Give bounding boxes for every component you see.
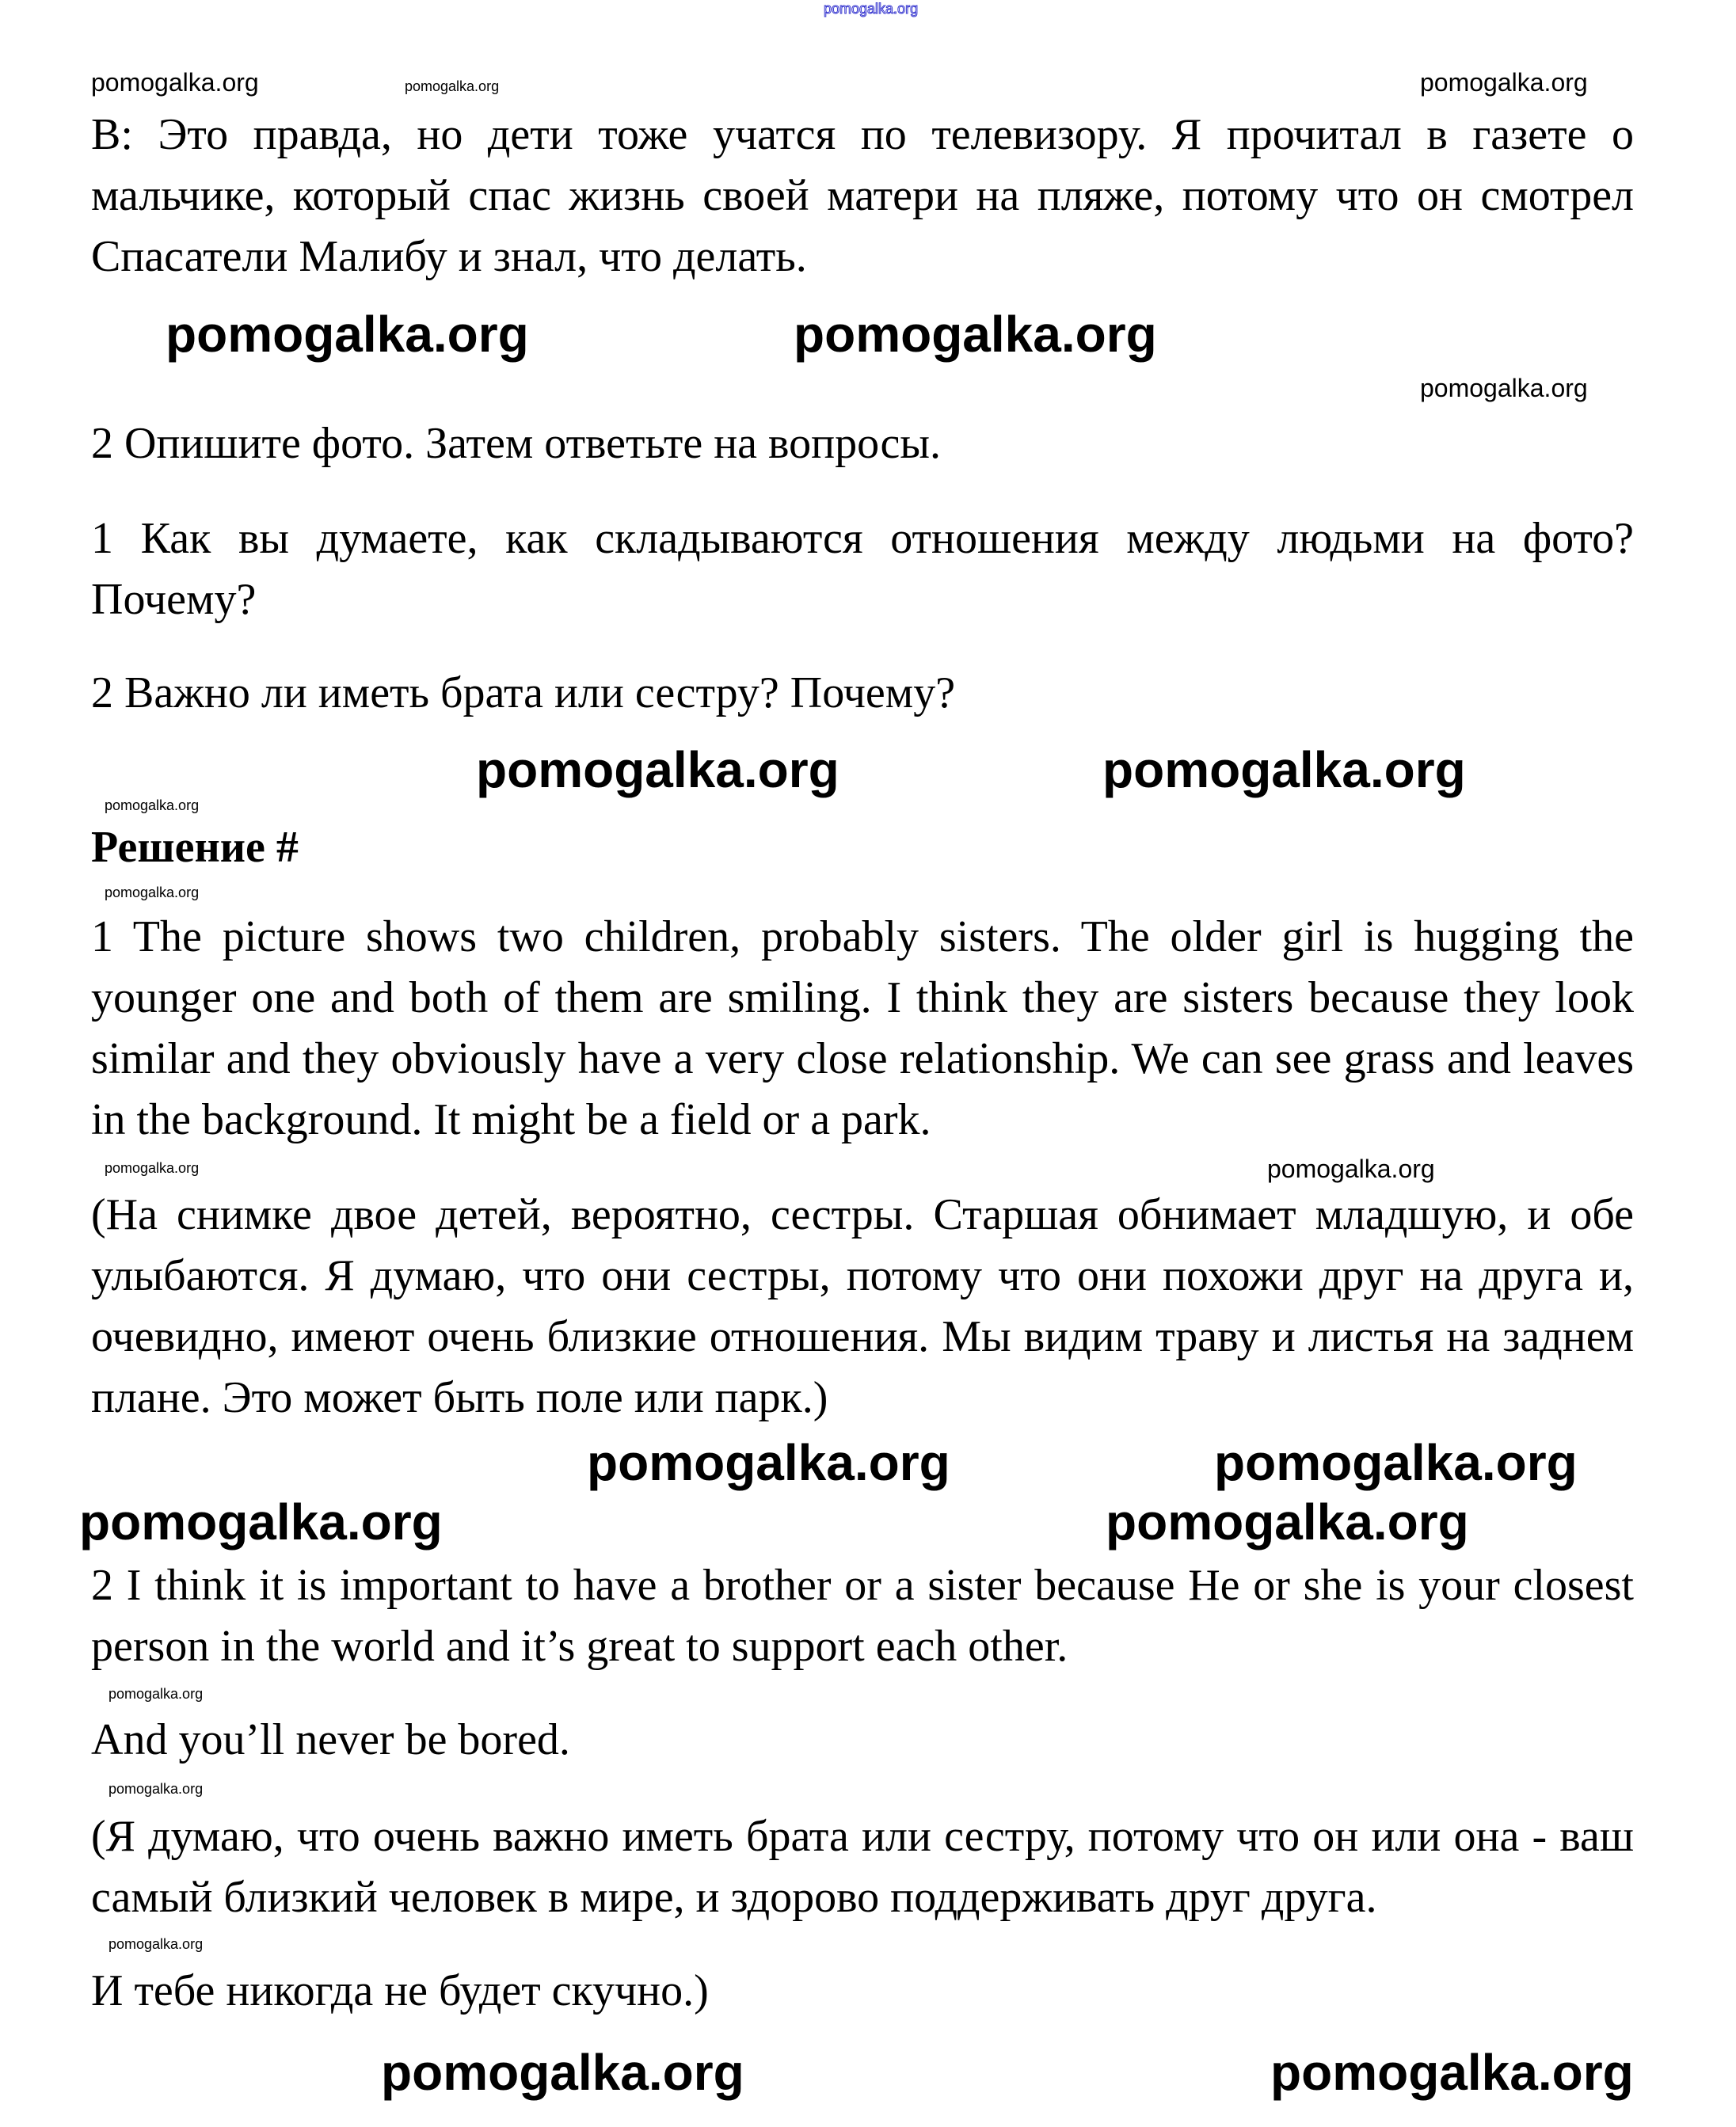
watermark: pomogalka.org bbox=[1214, 1434, 1578, 1491]
watermark: pomogalka.org bbox=[1267, 1155, 1435, 1183]
watermark: pomogalka.org bbox=[166, 306, 529, 363]
watermark: pomogalka.org bbox=[1420, 68, 1588, 97]
watermark: pomogalka.org bbox=[1270, 2044, 1634, 2101]
answer-2-english: 2 I think it is important to have a brother or a sister because He or she is your closest person in the world and it’s great to support each other. bbox=[91, 1561, 1634, 1671]
task-heading: 2 Опишите фото. Затем ответьте на вопросы. bbox=[91, 419, 941, 468]
paragraph-dialogue: В: Это правда, но дети тоже учатся по телевизору. Я прочитал в газете о мальчике, который спас жизнь своей матери на пляже, потому что он смотрел Спасатели Малибу и знал, что делать. bbox=[91, 110, 1634, 281]
watermark: pomogalka.org bbox=[105, 1160, 200, 1176]
question-2: 2 Важно ли иметь брата или сестру? Почему? bbox=[91, 668, 956, 717]
answer-2-english-cont: And you’ll never be bored. bbox=[91, 1715, 570, 1764]
answer-2-russian-cont: И тебе никогда не будет скучно.) bbox=[91, 1966, 709, 2015]
watermark: pomogalka.org bbox=[108, 1936, 204, 1952]
watermark: pomogalka.org bbox=[1420, 374, 1588, 402]
watermark: pomogalka.org bbox=[91, 68, 259, 97]
answer-2-russian: (Я думаю, что очень важно иметь брата или сестру, потому что он или она - ваш самый близкий человек в мире, и здорово поддерживать друг друга. bbox=[91, 1812, 1634, 1922]
watermark: pomogalka.org bbox=[1106, 1493, 1469, 1551]
watermark: pomogalka.org bbox=[108, 1686, 204, 1702]
watermark: pomogalka.org bbox=[1102, 741, 1466, 798]
watermark: pomogalka.org bbox=[105, 797, 200, 813]
watermark: pomogalka.org bbox=[587, 1434, 950, 1491]
watermark: pomogalka.org bbox=[105, 885, 200, 900]
answer-1-english: 1 The picture shows two children, probably sisters. The older girl is hugging the younger one and both of them are smiling. I think they are sisters because they look similar and they obviously have a very close relationship. We can see grass and leaves in the background. It might be a field or a park. bbox=[91, 912, 1634, 1144]
watermark: pomogalka.org bbox=[405, 78, 500, 94]
watermark: pomogalka.org bbox=[79, 1493, 443, 1551]
watermark: pomogalka.org bbox=[476, 741, 839, 798]
watermark: pomogalka.org bbox=[381, 2044, 744, 2101]
answer-1-russian: (На снимке двое детей, вероятно, сестры. Старшая обнимает младшую, и обе улыбаются. Я думаю, что они сестры, потому что они похожи друг на друга и, очевидно, имеют очень близкие отношения. Мы видим траву и листья на заднем плане. Это может быть поле или парк.) bbox=[91, 1190, 1634, 1422]
watermark-top: pomogalka.org bbox=[824, 1, 919, 17]
solution-heading: Решение # bbox=[91, 823, 299, 872]
watermark: pomogalka.org bbox=[794, 306, 1157, 363]
watermark: pomogalka.org bbox=[108, 1781, 204, 1797]
question-1: 1 Как вы думаете, как складываются отношения между людьми на фото? Почему? bbox=[91, 514, 1634, 624]
